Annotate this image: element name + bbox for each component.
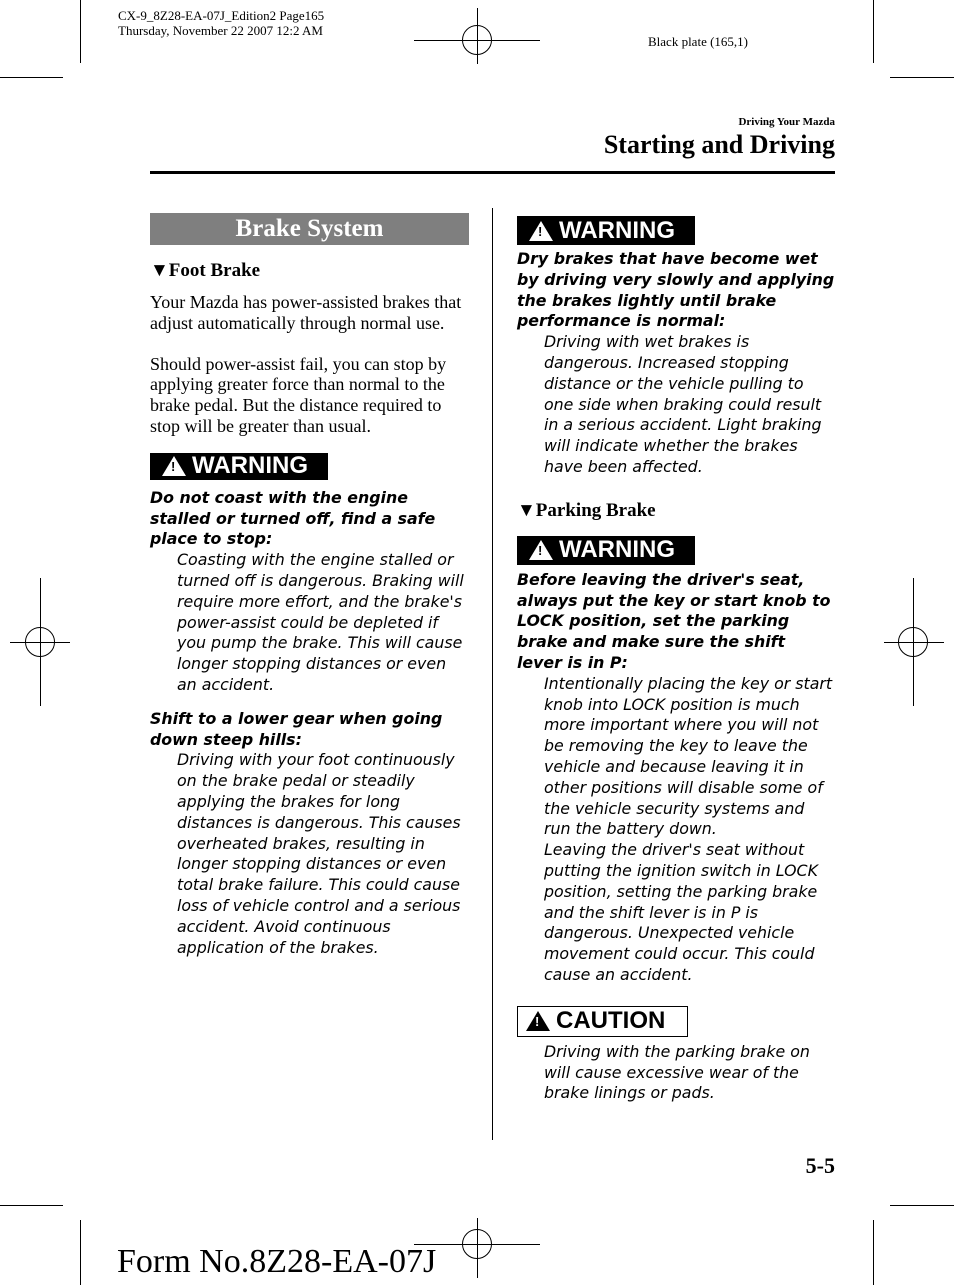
- warning-triangle-icon: !: [162, 456, 186, 476]
- crop-mark: [0, 1205, 63, 1206]
- section-title: Starting and Driving: [603, 130, 835, 159]
- left-column: [150, 213, 469, 958]
- registration-circle: [462, 1229, 492, 1259]
- warning-item-title: Do not coast with the engine stalled or turned off, find a safe place to stop:: [150, 487, 436, 549]
- right-column: [517, 216, 835, 1104]
- warning-badge: [150, 453, 328, 480]
- print-job-line1: CX-9_8Z28-EA-07J_Edition2 Page165: [118, 8, 325, 23]
- page-number: 5-5: [805, 1153, 835, 1178]
- warning-item-body: Driving with your foot continuously on the brake pedal or steadily applying the brakes for long distances is dangerous. This causes overheated brakes, resulting in longer stopping distances or even total brake failure. This could cause loss of vehicle control and a serious accident. Avoid continuous application of the brakes.: [177, 750, 461, 957]
- warning-label: WARNING: [192, 452, 308, 480]
- plate-label: Black plate (165,1): [648, 34, 748, 49]
- print-job-line2: Thursday, November 22 2007 12:2 AM: [118, 23, 323, 38]
- warning-item-body: Leaving the driver's seat without putting the ignition switch in LOCK position, setting the parking brake and the shift lever is in P is dangerous. Unexpected vehicle movement could occur. This could cause an accident.: [544, 840, 818, 984]
- warning-item-body: Driving with wet brakes is dangerous. Increased stopping distance or the vehicle pulling to one side when braking could result in a serious accident. Light braking will indicate whether the brakes have been affected.: [544, 332, 822, 476]
- foot-brake-para1: Your Mazda has power-assisted brakes that adjust automatically through normal use.: [150, 292, 462, 333]
- foot-brake-para2: Should power-assist fail, you can stop by applying greater force than normal to the brake pedal. But the distance required to stop will be greater than usual.: [150, 353, 447, 436]
- column-divider: [492, 208, 493, 1140]
- warning-badge: [517, 216, 695, 245]
- crop-mark: [80, 1220, 81, 1285]
- warning-item-body: Coasting with the engine stalled or turned off is dangerous. Braking will require more effort, and the brake's power-assist could be depleted if you pump the brake. This will cause longer stopping distances or even an accident.: [177, 550, 464, 694]
- warning-item-body: Intentionally placing the key or start knob into LOCK position is much more important where you will not be removing the key to leave the vehicle and because leaving it in other positions will disable some of the vehicle security systems and run the battery down.: [544, 673, 833, 839]
- warning-item-title: Shift to a lower gear when going down steep hills:: [150, 708, 443, 749]
- crop-mark: [873, 0, 874, 63]
- crop-mark: [873, 1220, 874, 1285]
- warning-triangle-icon: !: [529, 221, 553, 241]
- header-rule: [150, 171, 835, 174]
- warning-item-title: Dry brakes that have become wet by driving very slowly and applying the brakes lightly until brake performance is normal:: [517, 249, 835, 331]
- warning-badge: [517, 536, 695, 565]
- registration-circle: [462, 25, 492, 55]
- registration-circle: [25, 627, 55, 657]
- warning-label: WARNING: [559, 216, 675, 244]
- crop-mark: [0, 77, 63, 78]
- crop-mark: [890, 77, 954, 78]
- crop-mark: [890, 1205, 954, 1206]
- parking-brake-heading: ▼Parking Brake: [517, 499, 656, 521]
- warning-item-title: Before leaving the driver's seat, always put the key or start knob to LOCK position, set the parking brake and make sure the shift lever is in P:: [517, 569, 831, 672]
- foot-brake-heading: ▼Foot Brake: [150, 260, 261, 281]
- section-kicker: Driving Your Mazda: [738, 116, 835, 128]
- print-job-info: [118, 8, 324, 38]
- crop-mark: [80, 0, 81, 63]
- brake-system-title: Brake System: [150, 213, 469, 245]
- form-number: Form No.8Z28-EA-07J: [117, 1243, 437, 1280]
- warning-triangle-icon: !: [526, 1011, 550, 1031]
- caution-body: Driving with the parking brake on will cause excessive wear of the brake linings or pads.: [544, 1041, 810, 1103]
- caution-label: CAUTION: [556, 1007, 666, 1035]
- warning-triangle-icon: !: [529, 540, 553, 560]
- registration-circle: [898, 627, 928, 657]
- warning-label: WARNING: [559, 536, 675, 564]
- caution-badge: [517, 1006, 688, 1037]
